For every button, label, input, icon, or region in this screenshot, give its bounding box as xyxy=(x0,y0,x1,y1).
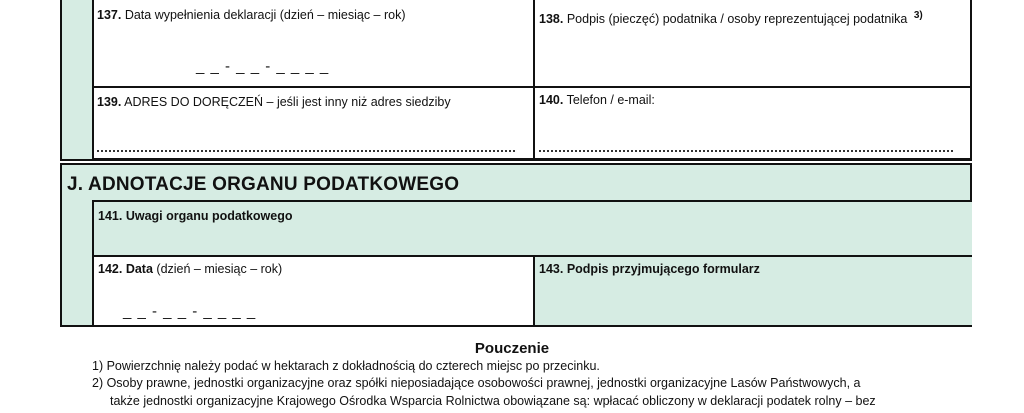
note-2-continued: także jednostki organizacyjne Krajowego Ośrodka Wsparcia Rolnictwa obowiązane są: wpłacać obliczony w deklaracji podatek rolny – bez xyxy=(110,394,876,408)
field-137-label: 137. Data wypełnienia deklaracji (dzień – miesiąc – rok) xyxy=(97,8,406,22)
field-140-label: 140. Telefon / e-mail: xyxy=(539,93,655,107)
field-140-dotted-line xyxy=(539,150,953,152)
field-143-box[interactable] xyxy=(533,255,972,327)
field-142-box[interactable] xyxy=(92,255,535,327)
field-137-box[interactable] xyxy=(92,0,535,88)
note-1: 1) Powierzchnię należy podać w hektarach z dokładnością do czterech miejsc po przecinku. xyxy=(92,359,600,373)
note-2: 2) Osoby prawne, jednostki organizacyjne oraz spółki nieposiadające osobowości prawnej, jednostki organizacyjne Lasów Państwowych, a xyxy=(92,376,861,390)
footnote-marker: 3) xyxy=(913,10,923,21)
field-141-box[interactable] xyxy=(92,200,972,257)
field-139-box[interactable] xyxy=(92,86,535,160)
section-j-title: J. ADNOTACJE ORGANU PODATKOWEGO xyxy=(67,174,460,195)
field-142-date-template: _ _ - _ _ - _ _ _ _ xyxy=(123,303,257,320)
notes-title: Pouczenie xyxy=(474,340,550,357)
field-141-label: 141. Uwagi organu podatkowego xyxy=(98,209,293,223)
field-138-label: 138. Podpis (pieczęć) podatnika / osoby reprezentującej podatnika $^{3)}$ xyxy=(539,10,923,27)
field-139-dotted-line xyxy=(97,150,515,152)
field-142-label: 142. Data (dzień – miesiąc – rok) xyxy=(98,262,283,276)
field-139-label: 139. ADRES DO DORĘCZEŃ – jeśli jest inny niż adres siedziby xyxy=(97,95,451,109)
field-138-box[interactable] xyxy=(533,0,972,88)
field-137-date-template: _ _ - _ _ - _ _ _ _ xyxy=(196,58,330,75)
field-143-label: 143. Podpis przyjmującego formularz xyxy=(539,262,760,276)
field-140-box[interactable] xyxy=(533,86,972,160)
